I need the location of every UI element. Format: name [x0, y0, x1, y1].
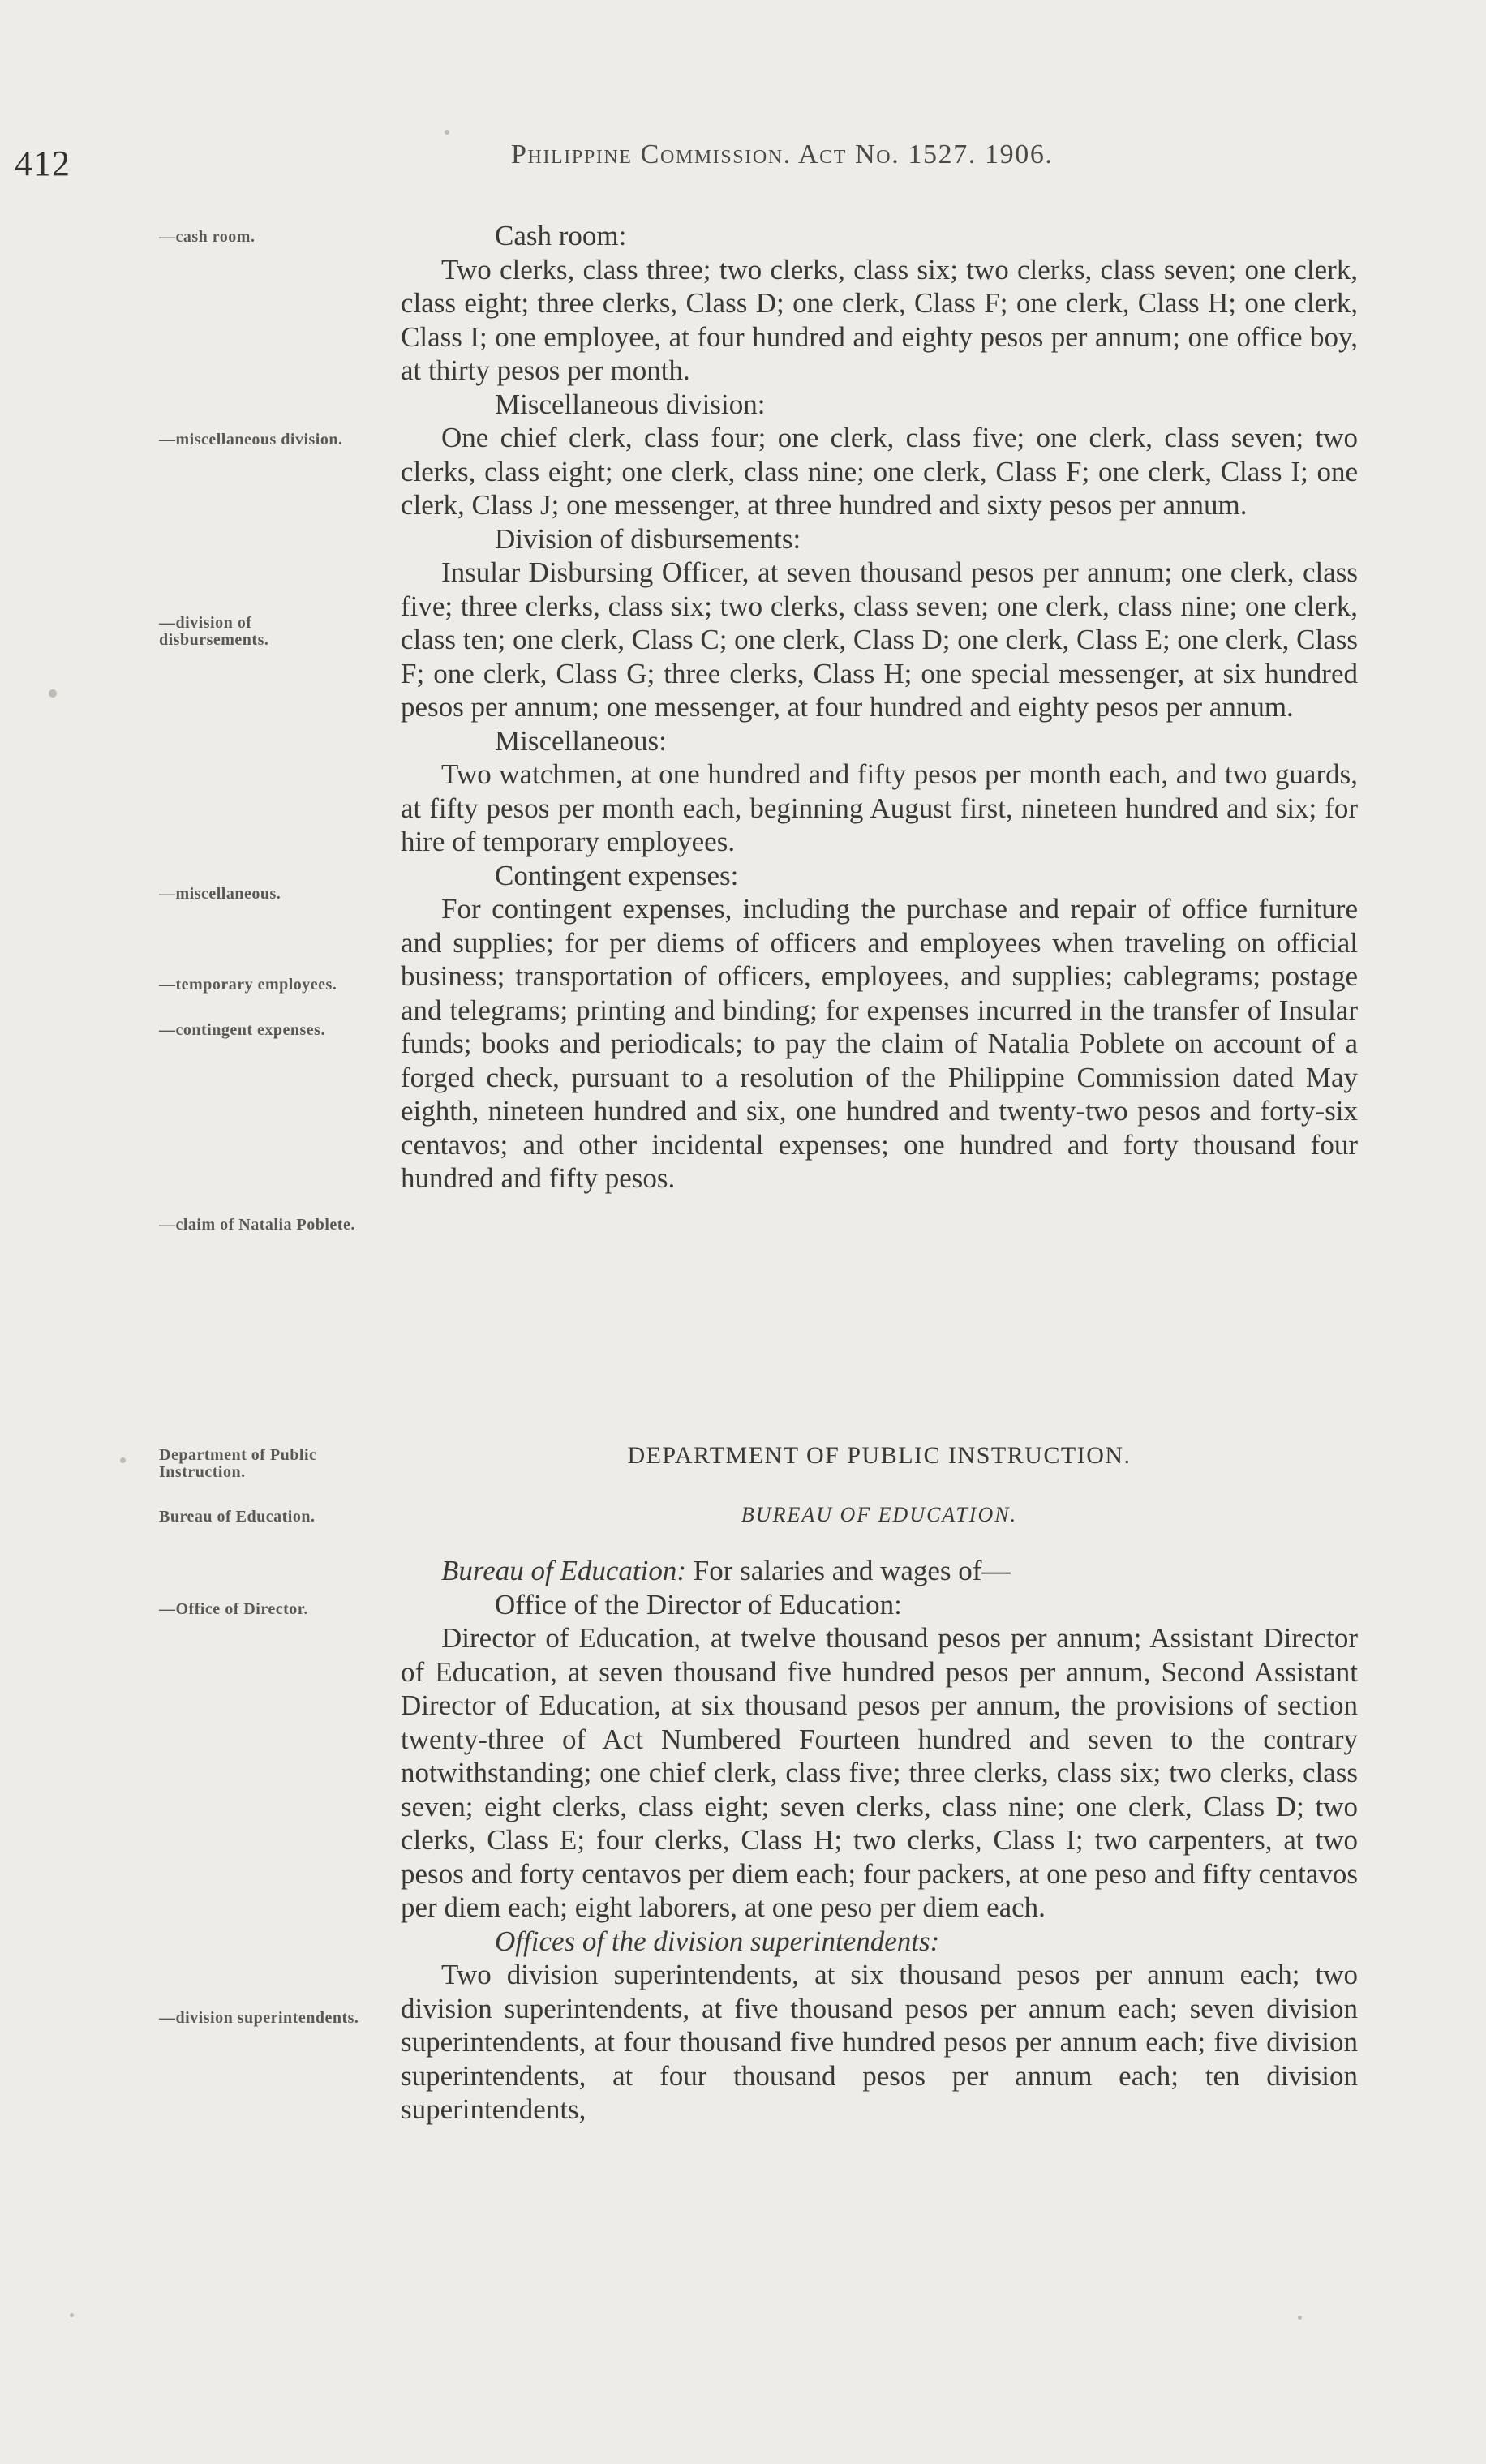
- bureau-intro: [401, 1554, 1358, 1588]
- scan-speck: [445, 130, 449, 135]
- contingent-expenses-paragraph: For contingent expenses, including the purchase and repair of office furniture and supplies; for per diems of officers and employees when traveling on official business; transportation of officers, employees, and supplies; cablegrams; postage and telegrams; printing and binding; for expenses incurred in the transfer of Insular funds; books and periodicals; to pay the claim of Natalia Poblete on account of a forged check, pursuant to a resolution of the Philippine Commission dated May eighth, nineteen hundred and six, one hundred and twenty-two pesos and forty-six centavos; and other incidental expenses; one hundred and forty thousand four hundred and fifty pesos.: [401, 893, 1358, 1194]
- miscellaneous-heading: Miscellaneous:: [495, 724, 667, 757]
- margin-note-office-of-director: —Office of Director.: [159, 1600, 308, 1618]
- scan-speck: [120, 1457, 126, 1463]
- department-heading: DEPARTMENT OF PUBLIC INSTRUCTION.: [627, 1442, 1132, 1469]
- margin-note-contingent-expenses: —contingent expenses.: [159, 1021, 325, 1039]
- director-office-heading: Office of the Director of Education:: [495, 1588, 902, 1620]
- margin-note-temporary-employees: —temporary employees.: [159, 976, 337, 994]
- cash-room-paragraph: Two clerks, class three; two clerks, class six; two clerks, class seven; one clerk, class eight; three clerks, Class D; one clerk, Class F; one clerk, Class H; one clerk, Class I; one employee, at four hundred and eighty pesos per annum; one office boy, at thirty pesos per month.: [401, 253, 1358, 386]
- margin-note-miscellaneous-division: —miscellaneous division.: [159, 431, 343, 449]
- miscellaneous-division-paragraph: One chief clerk, class four; one clerk, class five; one clerk, class seven; two clerks, class eight; one clerk, class nine; one clerk, Class F; one clerk, Class I; one clerk, Class J; one messenger, at three hundred and sixty pesos per annum.: [401, 422, 1358, 521]
- page-number: 412: [15, 144, 71, 183]
- cash-room-heading: Cash room:: [495, 220, 627, 251]
- miscellaneous-division-heading: Miscellaneous division:: [495, 388, 766, 420]
- margin-note-division-of-disbursements: —division of disbursements.: [159, 614, 269, 649]
- margin-note-division-superintendents: —division superintendents.: [159, 2009, 359, 2027]
- bureau-heading: BUREAU OF EDUCATION.: [741, 1503, 1018, 1526]
- scan-speck: [70, 2313, 74, 2317]
- superintendents-paragraph: Two division superintendents, at six thousand pesos per annum each; two division superintendents, at five thousand pesos per annum each; seven division superintendents, at four thousand five hundred pesos per annum each; five division superintendents, at four thousand pesos per annum each; ten division superintendents,: [401, 1959, 1358, 2125]
- margin-note-bureau-of-education: Bureau of Education.: [159, 1508, 316, 1526]
- disbursements-heading: Division of disbursements:: [495, 522, 801, 555]
- margin-note-miscellaneous: —miscellaneous.: [159, 885, 281, 903]
- bureau-intro-rest: For salaries and wages of—: [685, 1555, 1011, 1586]
- bureau-intro-italic: Bureau of Education:: [441, 1555, 686, 1586]
- margin-note-cash-room: —cash room.: [159, 228, 256, 246]
- margin-note-department-public-instruction: Department of Public Instruction.: [159, 1446, 317, 1481]
- scan-speck: [1298, 2316, 1302, 2320]
- scan-speck: [49, 689, 57, 698]
- superintendents-heading: Offices of the division superintendents:: [495, 1925, 940, 1957]
- treasury-text-block: [401, 219, 1358, 1196]
- disbursements-paragraph: Insular Disbursing Officer, at seven thousand pesos per annum; one clerk, class five; three clerks, class six; two clerks, class seven; one clerk, class nine; one clerk, class ten; one clerk, Class C; one clerk, Class D; one clerk, Class E; one clerk, Class F; one clerk, Class G; three clerks, Class H; one special messenger, at six hundred pesos per annum; one messenger, at four hundred and eighty pesos per annum.: [401, 556, 1359, 723]
- contingent-expenses-heading: Contingent expenses:: [495, 859, 739, 891]
- miscellaneous-paragraph: Two watchmen, at one hundred and fifty pesos per month each, and two guards, at fifty pesos per month each, beginning August first, nineteen hundred and six; for hire of temporary employees.: [401, 758, 1358, 857]
- margin-note-claim-natalia-poblete: —claim of Natalia Poblete.: [159, 1216, 355, 1234]
- education-text-block: [401, 1554, 1358, 2127]
- running-head: Philippine Commission. Act No. 1527. 1906.: [511, 140, 1054, 170]
- director-office-paragraph: Director of Education, at twelve thousand pesos per annum; Assistant Director of Education, at seven thousand five hundred pesos per annum, Second Assistant Director of Education, at six thousand pesos per annum, the provisions of section twenty-three of Act Numbered Fourteen hundred and seven to the contrary notwithstanding; one chief clerk, class five; three clerks, class six; two clerks, class seven; eight clerks, class eight; seven clerks, class nine; one clerk, Class D; two clerks, Class E; four clerks, Class H; two clerks, Class I; two carpenters, at two pesos and forty centavos per diem each; four packers, at one peso and fifty centavos per diem each; eight laborers, at one peso per diem each.: [401, 1622, 1358, 1923]
